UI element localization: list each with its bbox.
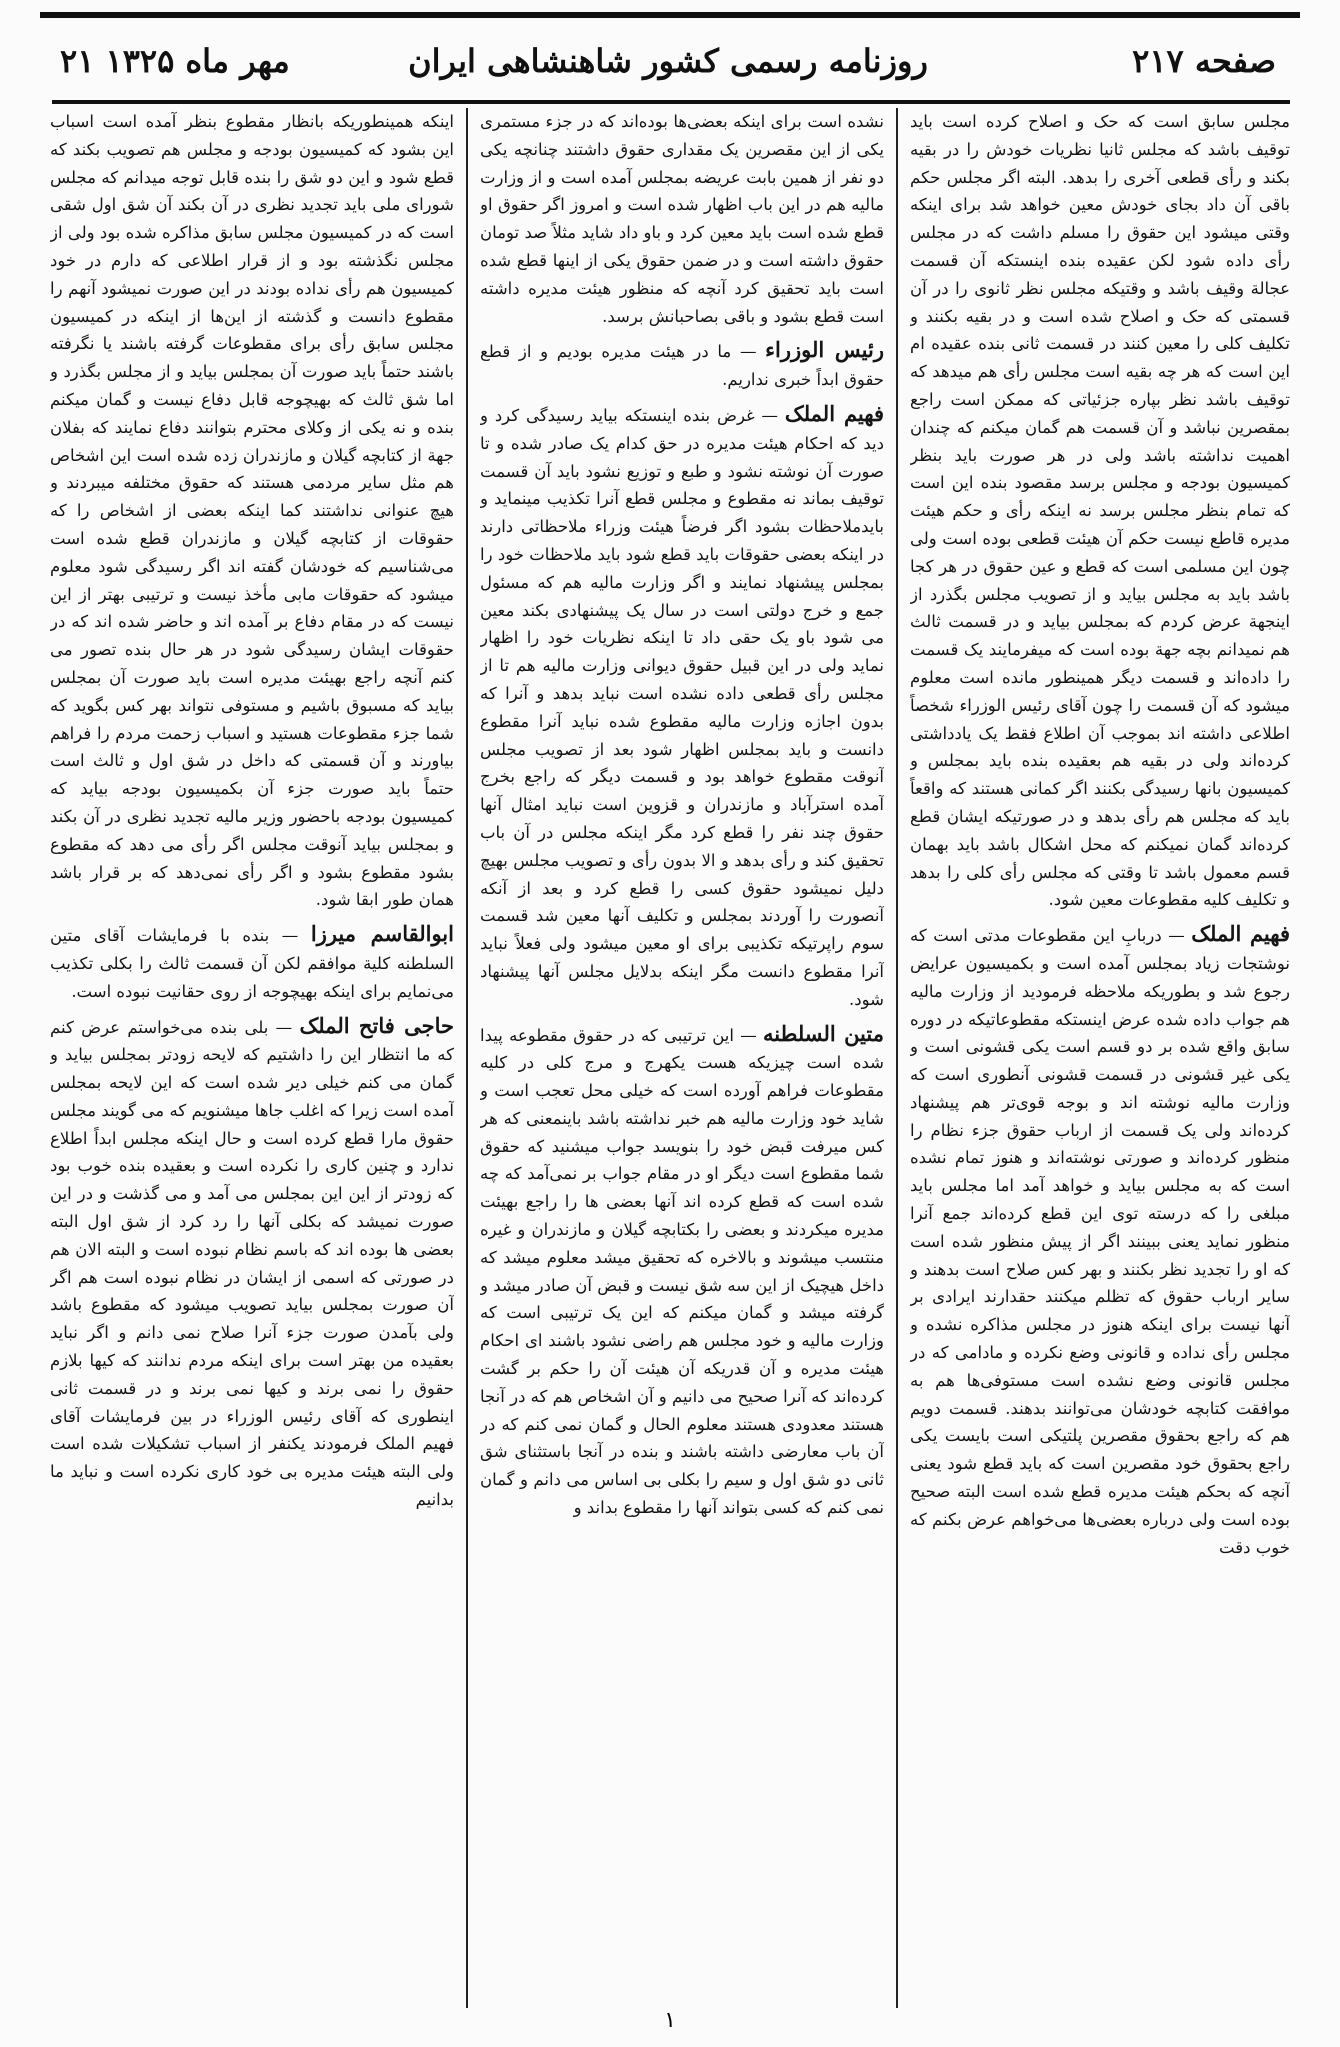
paragraph: حاجی فاتح الملک — بلی بنده می‌خواستم عرض کنم که ما انتظار این را داشتیم که لایحه زودتر بمجلس بیاید و گمان می کنم خیلی دیر شده است که این لایحه بمجلس آمده است زیرا که اغلب جاها میشنویم که می گویند مجلس حقوق مارا قطع کرده است و حال اینکه مجلس ابداً اطلاع ندارد و چنین کاری را نکرده است و بعقیده بنده خوب بود که زودتر از این این بمجلس می آمد و می گذشت و در این صورت نمیشد که بکلی آنها را رد کرد از شق اول البته بعضی ها بوده اند که باسم نظام نبوده است و البته الان هم در صورتی که اسمی از ایشان در نظام نبوده است هم اگر آن صورت بمجلس بیاید تصویب میشود که مقطوع باشد ولی بآمدن صورت جزء آنرا صلاح نمی دانم و اگر نباید بعقیده من بهتر است برای اینکه مردم ندانند که کیها بلازم حقوق را نمی برند و کیها نمی برند و در قسمت ثانی اینطوری که آقای رئیس الوزراء در بین فرمایشات آقای فهیم الملک فرمودند یکنفر از اسباب تشکیلات شده است ولی البته هیئت مدیره بی خود کاری نکرده است و نباید ما بدانیم [50, 1012, 454, 1510]
speaker-name: ابوالقاسم میرزا [310, 921, 454, 947]
paragraph [50, 108, 454, 914]
column-left [50, 108, 454, 2008]
column-right [910, 108, 1290, 2008]
paragraph: متین السلطنه — این ترتیبی که در حقوق مقطوعه پیدا شده است چیزیکه هست یکهرج و مرج کلی در کلیه مقطوعات فراهم آورده است که خیلی محل تعجب است و شاید خود وزارت مالیه هم خبر نداشته باشد باینمعنی که هر کس میرفت قبض خود را بنویسد جواب میشنید که حقوق شما مقطوع است دیگر او در مقام جواب بر نمی‌آمد که چه شده است که قطع کرده اند آنها بعضی ها را راجع بهیئت مدیره میکردند و بعضی را بکتابچه گیلان و مازندران و غیره منتسب میشوند و بالاخره که تحقیق میشد معلوم میشد که داخل هیچیک از این سه شق نیست و قبض آن صادر میشد و گرفته میشد و گمان میکنم که این یک ترتیبی است که وزارت مالیه و خود مجلس هم راضی نشود باشند ای احکام هیئت مدیره و آن قدریکه آن هیئت آن را حکم بر گشت کرده‌اند که آنرا صحیح می دانیم و آن اشخاص هم که در آنجا هستند معدودی هستند معلوم الحال و گمان نمی کنم که در آن باب معارضی داشته باشند و بنده در آنجا باستثنای شق ثانی دو شق اول و سیم را بکلی بی اساس می دانم و گمان نمی کنم که کسی بتواند آنها را مقطوع بداند و [480, 1020, 884, 1518]
speaker-name: متین السلطنه [763, 1020, 884, 1046]
paragraph [910, 108, 1290, 914]
speaker-name: فهیم الملک [1191, 921, 1290, 947]
paragraph-text: بلی بنده می‌خواستم عرض کنم که ما انتظار این را داشتیم که لایحه زودتر بمجلس بیاید و گمان می کنم خیلی دیر شده است که این لایحه بمجلس آمده است زیرا که اغلب جاها میشنویم که می گویند مجلس حقوق مارا قطع کرده است و حال اینکه مجلس ابداً اطلاع ندارد و چنین کاری را نکرده است و بعقیده بنده خوب بود که زودتر از این این بمجلس می آمد و می گذشت و در این صورت نمیشد که بکلی آنها را رد کرد از شق اول البته بعضی ها بوده اند که باسم نظام نبوده است و البته الان هم در صورتی که اسمی از ایشان در نظام نبوده است هم اگر آن صورت بمجلس بیاید تصویب میشود که مقطوع باشد ولی بآمدن صورت جزء آنرا صلاح نمی دانم و اگر نباید بعقیده من بهتر است برای اینکه مردم ندانند که کیها بلازم حقوق را نمی برند و کیها نمی برند و در قسمت ثانی اینطوری که آقای رئیس الوزراء در بین فرمایشات آقای فهیم الملک فرمودند یکنفر از اسباب تشکیلات شده است ولی البته هیئت مدیره بی خود کاری نکرده است و نباید ما بدانیم [50, 1017, 454, 1510]
column-middle [480, 108, 884, 2008]
paragraph-text: این ترتیبی که در حقوق مقطوعه پیدا شده است چیزیکه هست یکهرج و مرج کلی در کلیه مقطوعات فراهم آورده است که خیلی محل تعجب است و شاید خود وزارت مالیه هم خبر نداشته باشد باینمعنی که هر کس میرفت قبض خود را بنویسد جواب میشنید که حقوق شما مقطوع است دیگر او در مقام جواب بر نمی‌آمد که چه شده است که قطع کرده اند آنها بعضی ها را راجع بهیئت مدیره میکردند و بعضی را بکتابچه گیلان و مازندران و غیره منتسب میشوند و بالاخره که تحقیق میشد معلوم میشد که داخل هیچیک از این سه شق نیست و قبض آن صادر میشد و گرفته میشد و گمان میکنم که این یک ترتیبی است که وزارت مالیه و خود مجلس هم راضی نشود باشند ای احکام هیئت مدیره و آن قدریکه آن هیئت آن را حکم بر گشت کرده‌اند که آنرا صحیح می دانیم و آن اشخاص هم که در آنجا هستند معدودی هستند معلوم الحال و گمان نمی کنم که در آن باب معارضی داشته باشند و بنده در آنجا باستثنای شق ثانی دو شق اول و سیم را بکلی بی اساس می دانم و گمان نمی کنم که کسی بتواند آنها را مقطوع بداند و [480, 1025, 884, 1518]
text-columns [50, 108, 1290, 2008]
paragraph: ابوالقاسم میرزا — بنده با فرمایشات آقای متین السلطنه کلیة موافقم لکن آن قسمت ثالث را بکلی تکذیب می‌نمایم برای اینکه بهیچوجه از روی حقانیت نبوده است. [50, 921, 454, 1001]
paragraph-text: دربابِ این مقطوعات مدتی است که نوشتجات زیاد بمجلس آمده است و بکمیسیون عرایض رجوع شد و بطوریکه ملاحظه فرمودید از وزارت مالیه هم جواب داده شده عرض اینستکه مقطوعاتیکه در دوره سابق واقع شده بر دو قسم است یکی قشونی است و یکی غیر قشونی در قسمت قشونی آنطوری است که وزارت مالیه نوشته اند و بوجه قوی‌تر هم پیشنهاد کرده‌اند ولی یک قسمت از ارباب حقوق جزء نظام را منظور کرده‌اند و صورتی نوشته‌اند و هنوز تمام نشده است که به مجلس بیاید و خواهد آمد اما مجلس باید مبلغی را که درسته توی این قطع کرده‌اند جمع آنرا منظور نماید یعنی ببینند اگر از پیش منظور شده است که او را تجدید نظر بکنند و بهر کس صلاح است بدهند و سایر ارباب حقوق که تظلم میکنند حقدارند ایرادی بر آنها نیست برای اینکه هنوز در مجلس مذاکره نشده و مجلس رأی نداده و قانونی وضع نکرده و مادامی که در مجلس قانونی وضع نشده است مستوفی‌ها هم به موافقت کتابچه خودشان می‌توانند بدهند. قسمت دویم هم که راجع بحقوق مقصرین پلتیکی است بایست یکی راجع بحقوق خود مقصرین است که باید قطع شود یعنی آنچه که بحکم هیئت مدیره قطع شده است البته صحیح بوده است ولی درباره بعضی‌ها می‌خواهم عرض بکنم که خوب دقت [910, 926, 1290, 1557]
paragraph: فهیم الملک — دربابِ این مقطوعات مدتی است که نوشتجات زیاد بمجلس آمده است و بکمیسیون عرایض رجوع شد و بطوریکه ملاحظه فرمودید از وزارت مالیه هم جواب داده شده عرض اینستکه مقطوعاتیکه در دوره سابق واقع شده بر دو قسم است یکی قشونی است و یکی غیر قشونی در قسمت قشونی آنطوری است که وزارت مالیه نوشته اند و بوجه قوی‌تر هم پیشنهاد کرده‌اند ولی یک قسمت از ارباب حقوق جزء نظام را منظور کرده‌اند و صورتی نوشته‌اند و هنوز تمام نشده است که به مجلس بیاید و خواهد آمد اما مجلس باید مبلغی را که درسته توی این قطع کرده‌اند جمع آنرا منظور نماید یعنی ببینند اگر از پیش منظور شده است که او را تجدید نظر بکنند و بهر کس صلاح است بدهند و سایر ارباب حقوق که تظلم میکنند حقدارند ایرادی بر آنها نیست برای اینکه هنوز در مجلس مذاکره نشده و مجلس رأی نداده و قانونی وضع نکرده و مادامی که در مجلس قانونی وضع نشده است مستوفی‌ها هم به موافقت کتابچه خودشان می‌توانند بدهند. قسمت دویم هم که راجع بحقوق مقصرین پلتیکی است بایست یکی راجع بحقوق خود مقصرین است که باید قطع شود یعنی آنچه که بحکم هیئت مدیره قطع شده است البته صحیح بوده است ولی درباره بعضی‌ها می‌خواهم عرض بکنم که خوب دقت [910, 921, 1290, 1557]
folio-number: ۱ [664, 2008, 676, 2033]
speaker-name: فهیم الملک [784, 400, 884, 426]
newspaper-title: روزنامه رسمی کشور شاهنشاهی ایران [408, 42, 928, 80]
masthead [60, 36, 1276, 98]
speaker-name: حاجی فاتح الملک [299, 1012, 454, 1038]
top-border [40, 12, 1300, 18]
column-divider [896, 108, 898, 2008]
paragraph: فهیم الملک — غرض بنده اینستکه بیاید رسیدگی کرد و دید که احکام هیئت مدیره در حق کدام یک صادر شده و تا صورت آن نوشته نشود و طبع و توزیع نشود باید آن قسمت توقیف بماند نه مقطوع و مجلس قطع آنرا تکذیب مینماید و بایدملاحظات بشود اگر فرضاً هیئت وزراء ملاحظاتی دارند در اینکه بعضی حقوقات باید قطع شود باید ملاحظات خود را بمجلس پیشنهاد نمایند و اگر وزارت مالیه هم که مسئول جمع و خرج دولتی است در سال یک پیشنهادی بکند معین می شود باو یک حقی داد تا اینکه نظریات خود را اظهار نماید ولی در این قبیل حقوق دیوانی وزارت مالیه هم تا از مجلس رأی قطعی داده نشده است نباید بدهد و آنرا که بدون اجازه وزارت مالیه مقطوع شده نباید آنرا مقطوع دانست و باید بمجلس اظهار شود بعد از تصویب مجلس آنوقت مقطوع خواهد بود و قسمت دیگر که راجع بخرج آمده استرآباد و مازندران و قزوین است نباید امثال آنها حقوق چند نفر را قطع کرد مگر اینکه مجلس در آن باب تحقیق کند و رأی بدهد و الا بدون رأی و تصویب مجلس بهیچ دلیل نمیشود حقوق کسی را قطع کرد و بعد از آنکه آنصورت را آوردند بمجلس و تکلیف آنها معین شد قسمت سوم راپرتیکه تکذیبی برای او معین میشود ولی فعلاً نباید آنرا مقطوع دانست مگر اینکه بدلایل مجلس آنها پیشنهاد شود. [480, 400, 884, 1009]
paragraph [480, 108, 884, 330]
paragraph-text: نشده است برای اینکه بعضی‌ها بوده‌اند که در جزء مستمری یکی از این مقصرین یک مقداری حقوق داشتند چنانچه یکی دو نفر از همین بابت عریضه بمجلس آمده است و از وزارت مالیه هم در این باب اظهار شده است و امروز اگر حقوق او قطع شده است باید معین کرد و باو داد شاید مثلاً صد تومان حقوق داشته است و در ضمن حقوق یکی از اینها قطع شده است باید تحقیق کرد آنچه که منظور هیئت مدیره داشته است قطع بشود و باقی بصاحبانش برسد. [480, 112, 884, 326]
speaker-name: رئیس الوزراء [765, 337, 884, 363]
page-label: صفحه ۲۱۷ [1132, 42, 1276, 80]
column-divider [466, 108, 468, 2008]
paragraph-text: بنده با فرمایشات آقای متین السلطنه کلیة موافقم لکن آن قسمت ثالث را بکلی تکذیب می‌نمایم برای اینکه بهیچوجه از روی حقانیت نبوده است. [50, 926, 454, 1001]
paragraph-text: اینکه همینطوریکه بانظار مقطوع بنظر آمده است اسباب این بشود که کمیسیون بودجه و مجلس هم تصویب بکند که قطع شود و این دو شق را بنده قابل توجه میدانم که مجلس شورای ملی باید تجدید نظری در آن بکند آن شق اول شقی است که در کمیسیون مجلس سابق مذاکره شده بود ولی از مجلس نگذشته بود و از قرار اطلاعی که دارم در خود کمیسیون هم رأی نداده بودند در این صورت نمیشود آنهم را مقطوع دانست و گذشته از این‌ها از اینکه در کمیسیون مجلس سابق رأی برای مقطوعات گرفته باشند یا نگرفته باشند حتماً باید صورت آن بمجلس بیاید و از مجلس بگذرد و اما شق ثالث که بهیچوجه قابل دفاع نیست و گمان میکنم بنده و نه یکی از وکلای محترم بتوانند دفاع نمایند که بفلان جهة از کتابچه گیلان و مازندران زده شده است این اشخاص هم مثل سایر مردمی هستند که حقوق مختلفه میبردند و هیچ عنوانی نداشتند کما اینکه بعضی از اشخاص را که حقوقات از کتابچه گیلان و مازندران قطع شده است می‌شناسیم که خودشان گفته اند اگر رسیدگی شود معلوم میشود که حقوقات مابی مأخذ نیست و ترتیبی بهتر از این نیست که در مقام دفاع بر آمده اند و حاضر شده اند که در حقوقات ایشان رسیدگی شود در هر حال بنده تصور می کنم آنچه راجع بهیئت مدیره است باید صورت آن بمجلس بیاید که مسبوق باشیم و مستوفی نتواند بهر کس بگوید که شما جزء مقطوعات هستید و اسباب زحمت مردم را فراهم بیاورند و آن قسمتی که داخل در شق اول و ثالث است حتماً باید صورت جزء آن بکمیسیون بودجه بیاید که کمیسیون بودجه باحضور وزیر مالیه تجدید نظری در آن بکند و بمجلس بیاید آنوقت مجلس اگر رأی می دهد که مقطوع بشود مقطوع بشود و اگر رأی نمی‌دهد که بر قرار باشد همان طور ابقا شود. [50, 112, 454, 910]
paragraph: رئیس الوزراء — ما در هیئت مدیره بودیم و از قطع حقوق ابداً خبری نداریم. [480, 337, 884, 390]
issue-date: ۲۱ مهر ماه ۱۳۲۵ [60, 42, 290, 80]
paragraph-text: ما در هیئت مدیره بودیم و از قطع حقوق ابداً خبری نداریم. [480, 342, 884, 390]
header-rule [52, 100, 1290, 104]
paragraph-text: غرض بنده اینستکه بیاید رسیدگی کرد و دید که احکام هیئت مدیره در حق کدام یک صادر شده و تا صورت آن نوشته نشود و طبع و توزیع نشود باید آن قسمت توقیف بماند نه مقطوع و مجلس قطع آنرا تکذیب مینماید و بایدملاحظات بشود اگر فرضاً هیئت وزراء ملاحظاتی دارند در اینکه بعضی حقوقات باید قطع شود باید ملاحظات خود را بمجلس پیشنهاد نمایند و اگر وزارت مالیه هم که مسئول جمع و خرج دولتی است در سال یک پیشنهادی بکند معین می شود باو یک حقی داد تا اینکه نظریات خود را اظهار نماید ولی در این قبیل حقوق دیوانی وزارت مالیه هم تا از مجلس رأی قطعی داده نشده است نباید بدهد و آنرا که بدون اجازه وزارت مالیه مقطوع شده نباید آنرا مقطوع دانست و باید بمجلس اظهار شود بعد از تصویب مجلس آنوقت مقطوع خواهد بود و قسمت دیگر که راجع بخرج آمده استرآباد و مازندران و قزوین است نباید امثال آنها حقوق چند نفر را قطع کرد مگر اینکه مجلس در آن باب تحقیق کند و رأی بدهد و الا بدون رأی و تصویب مجلس بهیچ دلیل نمیشود حقوق کسی را قطع کرد و بعد از آنکه آنصورت را آوردند بمجلس و تکلیف آنها معین شد قسمت سوم راپرتیکه تکذیبی برای او معین میشود ولی فعلاً نباید آنرا مقطوع دانست مگر اینکه بدلایل مجلس آنها پیشنهاد شود. [480, 405, 884, 1009]
paragraph-text: مجلس سابق است که حک و اصلاح کرده است باید توقیف باشد که مجلس ثانیا نظریات خودش را در بقیه بکند و رأی قطعی آخری را بدهد. البته اگر مجلس حکم باقی آن داد بجای خودش معین خواهد شد برای اینکه وقتی میشود این حقوق را مسلم داشت که در مجلس رأی داده شود لکن عقیده بنده اینستکه آن قسمت عجالة وقیف باشد و وقتیکه مجلس نظر ثانوی را در آن قسمتی که حک و اصلاح شده است و در بقیه بکنند و تکلیف کلی را معین کنند در قسمت ثانی بنده عقیده ام این است که هر چه بقیه است مجلس رأی هم میدهد که توقیف باشد نظر بپاره جزئیاتی که ممکن است راجع بمقصرین نباشد و آن قسمت هم گمان میکنم که چندان اهمیت نداشته باشد ولی در هر صورت باید بنظر کمیسیون بودجه و مجلس برسد مقصود بنده این است که تمام بنظر مجلس برسد نه اینکه رأی و حکم هیئت مدیره قاطع نیست حکم آن هیئت قطعی بوده است ولی چون این مسلمی است که قطع و عین حقوق در هر کجا باشد باید به مجلس بیاید و از تصویب مجلس بگذرد از اینجهة عرض کردم که بمجلس بیاید و در قسمت ثالث هم نمیدانم بچه جهة بوده است که میفرمایند یک قسمت را داده‌اند و قسمت دیگر همینطور مانده است معلوم میشود که آن قسمت را چون آقای رئیس الوزراء شخصاً اطلاعی داشته اند بموجب آن اطلاع فقط یک یادداشتی کرده‌اند ولی در بقیه هم بعقیده بنده باید بمجلس و کمیسیون بانها رسیدگی بکنند اگر کمانی هستند که واقعاً باید که مجلس هم رأی بدهد و در صورتیکه ایشان قطع کرده‌اند گمان نمیکنم که محل اشکال باشد باید بهمان قسم معمول باشد تا وقتی که مجلس رأی کلی را بدهد و تکلیف کلیه مقطوعات معین شود. [910, 112, 1290, 910]
